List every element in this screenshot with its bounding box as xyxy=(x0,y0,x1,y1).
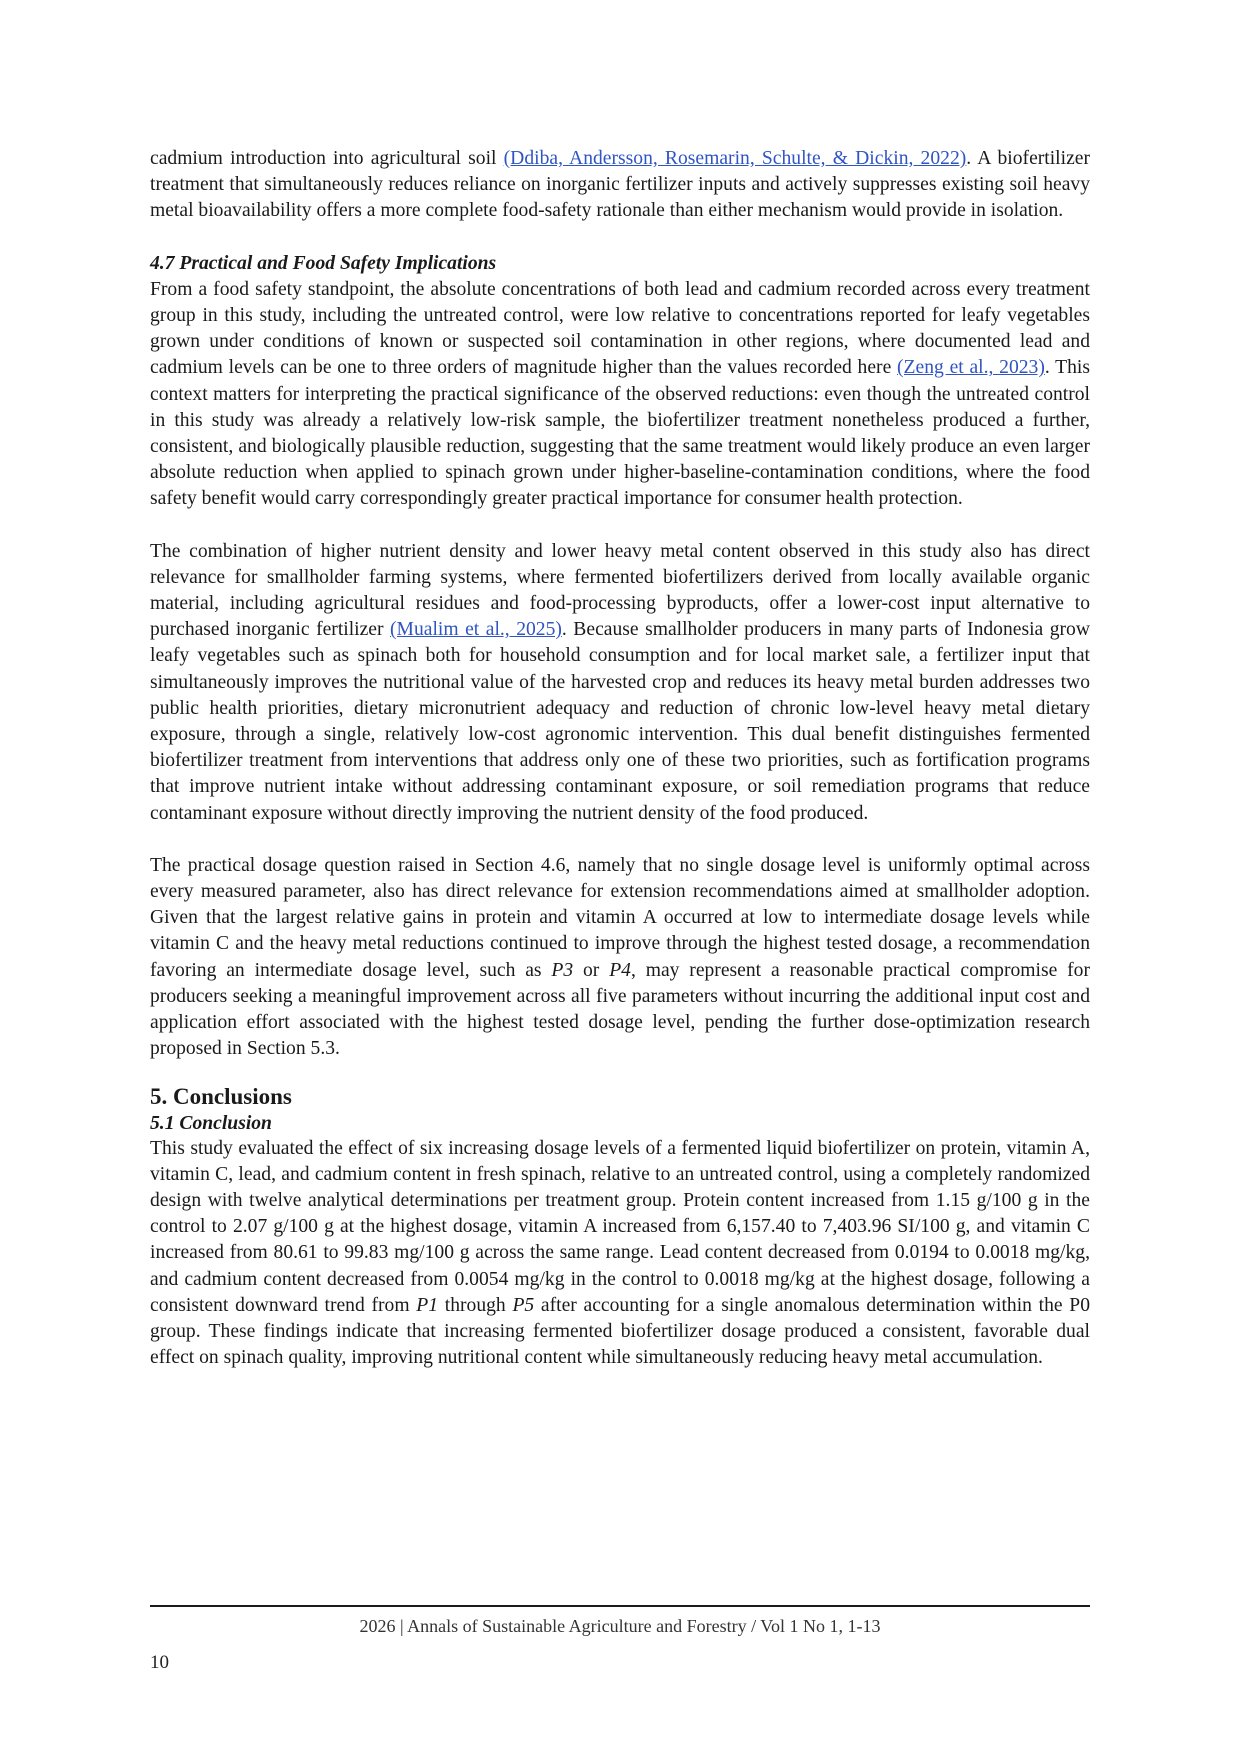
footer-journal: 2026 | Annals of Sustainable Agriculture and Forestry / Vol 1 No 1, 1-13 xyxy=(359,1616,881,1636)
text-run: . A biofertilizer treatment that simultaneously reduces reliance on inorganic fertilizer inputs and actively suppresses existing soil heavy metal bioavailability offers a more complete food-safety rationale than either mechanism would provide in isolation. xyxy=(150,148,1090,222)
text-run: through xyxy=(438,1294,513,1316)
section-4-7-heading: 4.7 Practical and Food Safety Implications xyxy=(150,252,497,274)
paragraph-food-safety xyxy=(150,277,1090,513)
section-5-heading: 5. Conclusions xyxy=(150,1083,292,1109)
intro-paragraph xyxy=(150,146,1090,225)
paragraph-smallholder xyxy=(150,539,1090,827)
page-body xyxy=(150,146,1090,1371)
italic-run: P5 xyxy=(512,1294,535,1316)
text-run: , may represent a reasonable practical compromise for producers seeking a meaningful improvement across all five parameters without incurring the additional input cost and application effort associated with the highest tested dosage level, pending the further dose-optimization research proposed in Section 5.3. xyxy=(150,959,1090,1060)
text-run: The practical dosage question raised in Section 4.6, namely that no single dosage level is uniformly optimal across every measured parameter, also has direct relevance for extension recommendations aimed at smallholder adoption. Given that the largest relative gains in protein and vitamin A occurred at low to intermediate dosage levels while vitamin C and the heavy metal reductions continued to improve through the highest tested dosage, a recommendation favoring an intermediate dosage level, such as xyxy=(150,854,1090,981)
text-run: . This context matters for interpreting the practical significance of the observed reductions: even though the untreated control in this study was already a relatively low-risk sample, the biofertilizer treatment nonetheless produced a further, consistent, and biologically plausible reduction, suggesting that the same treatment would likely produce an even larger absolute reduction when applied to spinach grown under higher-baseline-contamination conditions, where the food safety benefit would carry correspondingly greater practical importance for consumer health protection. xyxy=(150,357,1090,510)
text-run: or xyxy=(573,959,610,981)
paragraph-dosage xyxy=(150,853,1090,1063)
text-run: The combination of higher nutrient density and lower heavy metal content observed in this study also has direct relevance for smallholder farming systems, where fermented biofertilizers derived from locally available organic material, including agricultural residues and food-processing byproducts, offer a lower-cost input alternative to purchased inorganic fertilizer xyxy=(150,540,1090,641)
text-run: after accounting for a single anomalous determination within the P0 group. These findings indicate that increasing fermented biofertilizer dosage produced a consistent, favorable dual effect on spinach quality, improving nutritional content while simultaneously reducing heavy metal accumulation. xyxy=(150,1294,1090,1369)
paragraph-conclusion xyxy=(150,1136,1090,1372)
italic-run: P4 xyxy=(609,959,631,981)
footer-divider xyxy=(150,1605,1090,1607)
page-number: 10 xyxy=(150,1652,169,1673)
text-run: cadmium introduction into agricultural soil xyxy=(150,148,504,169)
text-run: This study evaluated the effect of six increasing dosage levels of a fermented liquid biofertilizer on protein, vitamin A, vitamin C, lead, and cadmium content in fresh spinach, relative to an untreated control, using a completely randomized design with twelve analytical determinations per treatment group. Protein content increased from 1.15 g/100 g in the control to 2.07 g/100 g at the highest dosage, vitamin A increased from 6,157.40 to 7,403.96 SI/100 g, and vitamin C increased from 80.61 to 99.83 mg/100 g across the same range. Lead content decreased from 0.0194 to 0.0018 mg/kg, and cadmium content decreased from 0.0054 mg/kg in the control to 0.0018 mg/kg at the highest dosage, following a consistent downward trend from xyxy=(150,1137,1090,1316)
text-run: From a food safety standpoint, the absolute concentrations of both lead and cadmium recorded across every treatment group in this study, including the untreated control, were low relative to concentrations reported for leafy vegetables grown under conditions of known or suspected soil contamination in other regions, where documented lead and cadmium levels can be one to three orders of magnitude higher than the values recorded here xyxy=(150,278,1090,379)
citation-link[interactable]: (Ddiba, Andersson, Rosemarin, Schulte, & Dickin, 2022) xyxy=(503,148,967,169)
citation-link[interactable]: (Zeng et al., 2023) xyxy=(897,357,1045,379)
citation-link[interactable]: (Mualim et al., 2025) xyxy=(390,619,562,641)
section-5-1-heading: 5.1 Conclusion xyxy=(150,1112,272,1134)
text-run: . Because smallholder producers in many parts of Indonesia grow leafy vegetables such as spinach both for household consumption and for local market sale, a fertilizer input that simultaneously improves the nutritional value of the harvested crop and reduces its heavy metal burden addresses two public health priorities, dietary micronutrient adequacy and reduction of chronic low-level heavy metal dietary exposure, through a single, relatively low-cost agronomic intervention. This dual benefit distinguishes fermented biofertilizer treatment from interventions that address only one of these two priorities, such as fortification programs that improve nutrient intake without addressing contaminant exposure, or soil remediation programs that reduce contaminant exposure without directly improving the nutrient density of the food produced. xyxy=(150,619,1091,824)
italic-run: P1 xyxy=(416,1294,439,1316)
italic-run: P3 xyxy=(551,959,574,981)
